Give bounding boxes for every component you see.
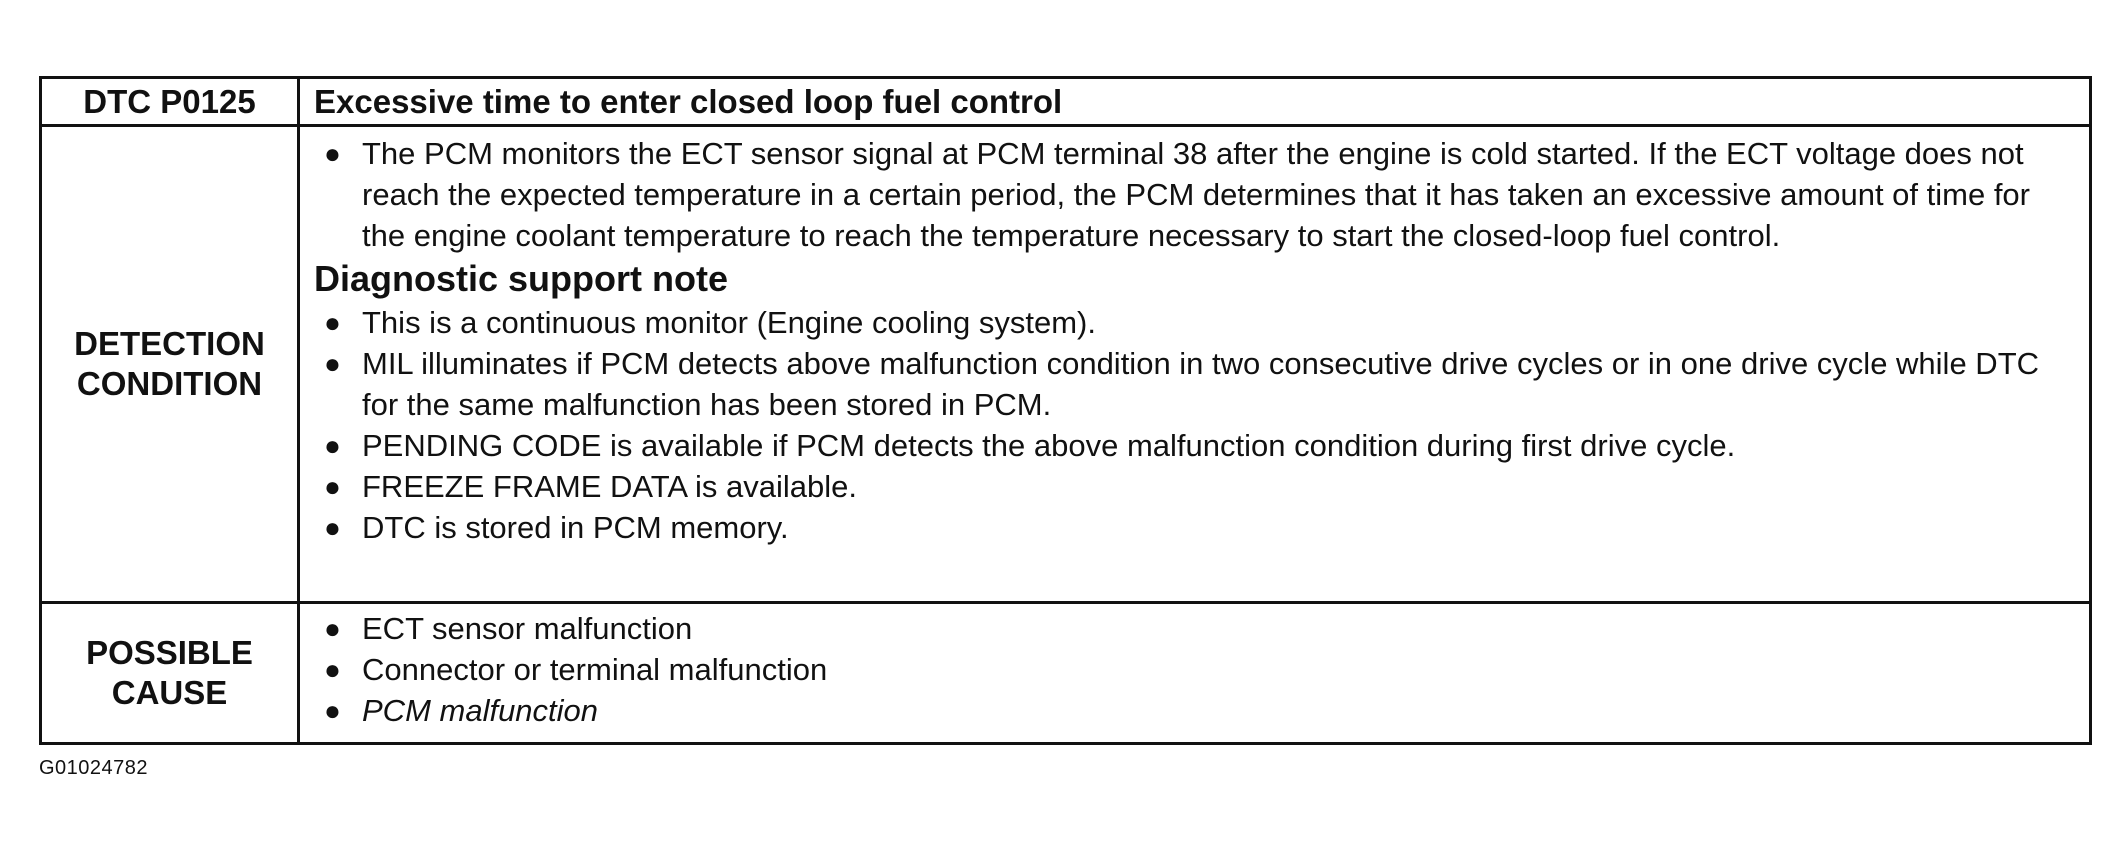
- bullet-icon: ●: [324, 613, 341, 644]
- detection-intro-text: The PCM monitors the ECT sensor signal at PCM terminal 38 after the engine is cold started. If the ECT voltage does not reach the expected temperature in a certain period, the PCM determines that it has taken an excessive amount of time for the engine coolant temperature to reach the temperature necessary to start the closed-loop fuel control.: [362, 136, 2030, 253]
- cause-item-text: ECT sensor malfunction: [362, 611, 693, 646]
- dtc-title: Excessive time to enter closed loop fuel control: [299, 78, 2091, 126]
- cause-label: [41, 603, 299, 744]
- bullet-icon: ●: [324, 654, 341, 685]
- dtc-table: [39, 76, 2092, 745]
- list-item: [314, 133, 2075, 256]
- list-item: [314, 507, 2075, 548]
- detection-label-line2: CONDITION: [76, 365, 263, 402]
- cause-item-text: Connector or terminal malfunction: [362, 652, 828, 687]
- figure-id: G01024782: [39, 757, 149, 779]
- cause-label-line2: CAUSE: [111, 674, 228, 711]
- bullet-icon: ●: [324, 471, 341, 502]
- list-item: [314, 649, 2075, 690]
- cause-label-line1: POSSIBLE: [86, 634, 253, 671]
- detection-label: [41, 126, 299, 603]
- note-item-text: FREEZE FRAME DATA is available.: [362, 469, 857, 504]
- list-item: [314, 608, 2075, 649]
- list-item: [314, 425, 2075, 466]
- bullet-icon: ●: [324, 307, 341, 338]
- cause-row: [41, 603, 2091, 744]
- list-item: [314, 690, 2075, 731]
- note-item-text: MIL illuminates if PCM detects above malfunction condition in two consecutive drive cycles or in one drive cycle while DTC for the same malfunction has been stored in PCM.: [362, 346, 2040, 422]
- cause-content: [299, 603, 2091, 744]
- cause-list: [314, 608, 2075, 731]
- bullet-icon: ●: [324, 512, 341, 543]
- detection-content: [299, 126, 2091, 603]
- table-header-row: [41, 78, 2091, 126]
- detection-label-line1: DETECTION: [74, 325, 265, 362]
- detection-row: [41, 126, 2091, 603]
- note-heading: Diagnostic support note: [314, 258, 728, 299]
- list-item: [314, 466, 2075, 507]
- note-item-text: DTC is stored in PCM memory.: [362, 510, 789, 545]
- note-item-text: PENDING CODE is available if PCM detects the above malfunction condition during first drive cycle.: [362, 428, 1736, 463]
- bullet-icon: ●: [324, 138, 341, 169]
- list-item: [314, 343, 2075, 425]
- note-list: [314, 302, 2075, 548]
- cause-item-text: PCM malfunction: [362, 693, 599, 728]
- dtc-code: DTC P0125: [41, 78, 299, 126]
- list-item: [314, 302, 2075, 343]
- note-item-text: This is a continuous monitor (Engine cooling system).: [362, 305, 1096, 340]
- bullet-icon: ●: [324, 348, 341, 379]
- bullet-icon: ●: [324, 430, 341, 461]
- bullet-icon: ●: [324, 695, 341, 726]
- detection-intro-list: [314, 133, 2075, 256]
